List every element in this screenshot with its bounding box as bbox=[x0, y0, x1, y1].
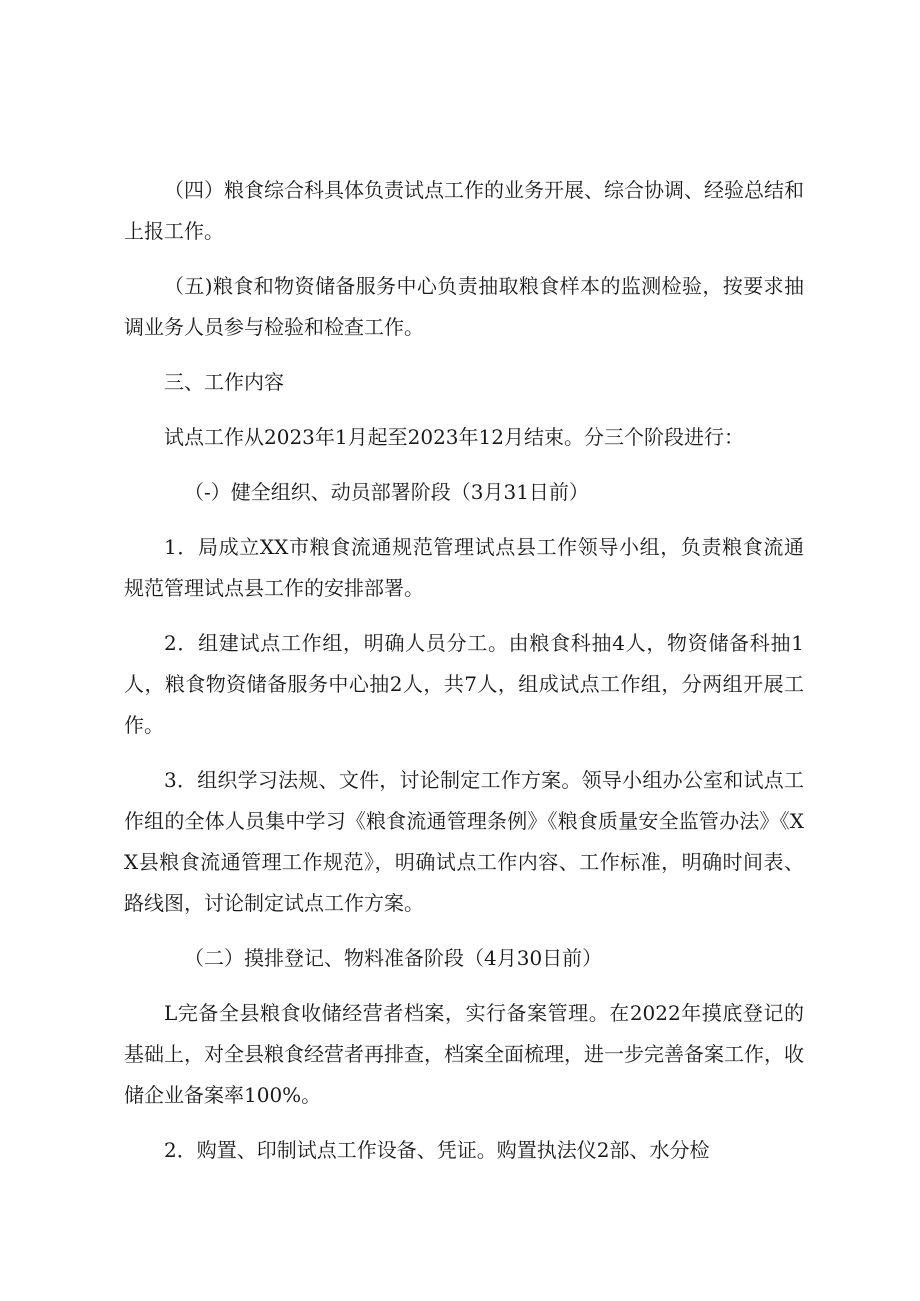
paragraph-schedule: 试点工作从2023年1月起至2023年12月结束。分三个阶段进行： bbox=[164, 425, 744, 449]
document-body bbox=[124, 170, 804, 1185]
paragraph-stage-1-item-3: 3．组织学习法规、文件，讨论制定工作方案。领导小组办公室和试点工作组的全体人员集中学习《粮食流通管理条例》《粮食质量安全监管办法》《XX县粮食流通管理工作规范》，明确试点工作内容、工作标准，明确时间表、路线图，讨论制定试点工作方案。 bbox=[124, 768, 804, 915]
paragraph-stage-2-item-2: 2．购置、印制试点工作设备、凭证。购置执法仪2部、水分检 bbox=[164, 1138, 710, 1162]
section-heading-work-content: 三、工作内容 bbox=[164, 370, 284, 394]
subheading-stage-1: （-）健全组织、动员部署阶段（3月31日前） bbox=[184, 480, 589, 504]
subheading-stage-2: （二）摸排登记、物料准备阶段（4月30日前） bbox=[184, 946, 603, 970]
paragraph-5: （五)粮食和物资储备服务中心负责抽取粮食样本的监测检验，按要求抽调业务人员参与检验和检查工作。 bbox=[124, 274, 804, 339]
paragraph-4: （四）粮食综合科具体负责试点工作的业务开展、综合协调、经验总结和上报工作。 bbox=[124, 178, 804, 243]
paragraph-stage-2-item-1: L完备全县粮食收储经营者档案，实行备案管理。在2022年摸底登记的基础上，对全县粮食经营者再排查，档案全面梳理，进一步完善备案工作，收储企业备案率100%。 bbox=[124, 1001, 804, 1107]
paragraph-stage-1-item-1: 1．局成立XX市粮食流通规范管理试点县工作领导小组，负责粮食流通规范管理试点县工作的安排部署。 bbox=[124, 535, 804, 600]
paragraph-stage-1-item-2: 2．组建试点工作组，明确人员分工。由粮食科抽4人，物资储备科抽1人，粮食物资储备服务中心抽2人，共7人，组成试点工作组，分两组开展工作。 bbox=[124, 631, 804, 737]
